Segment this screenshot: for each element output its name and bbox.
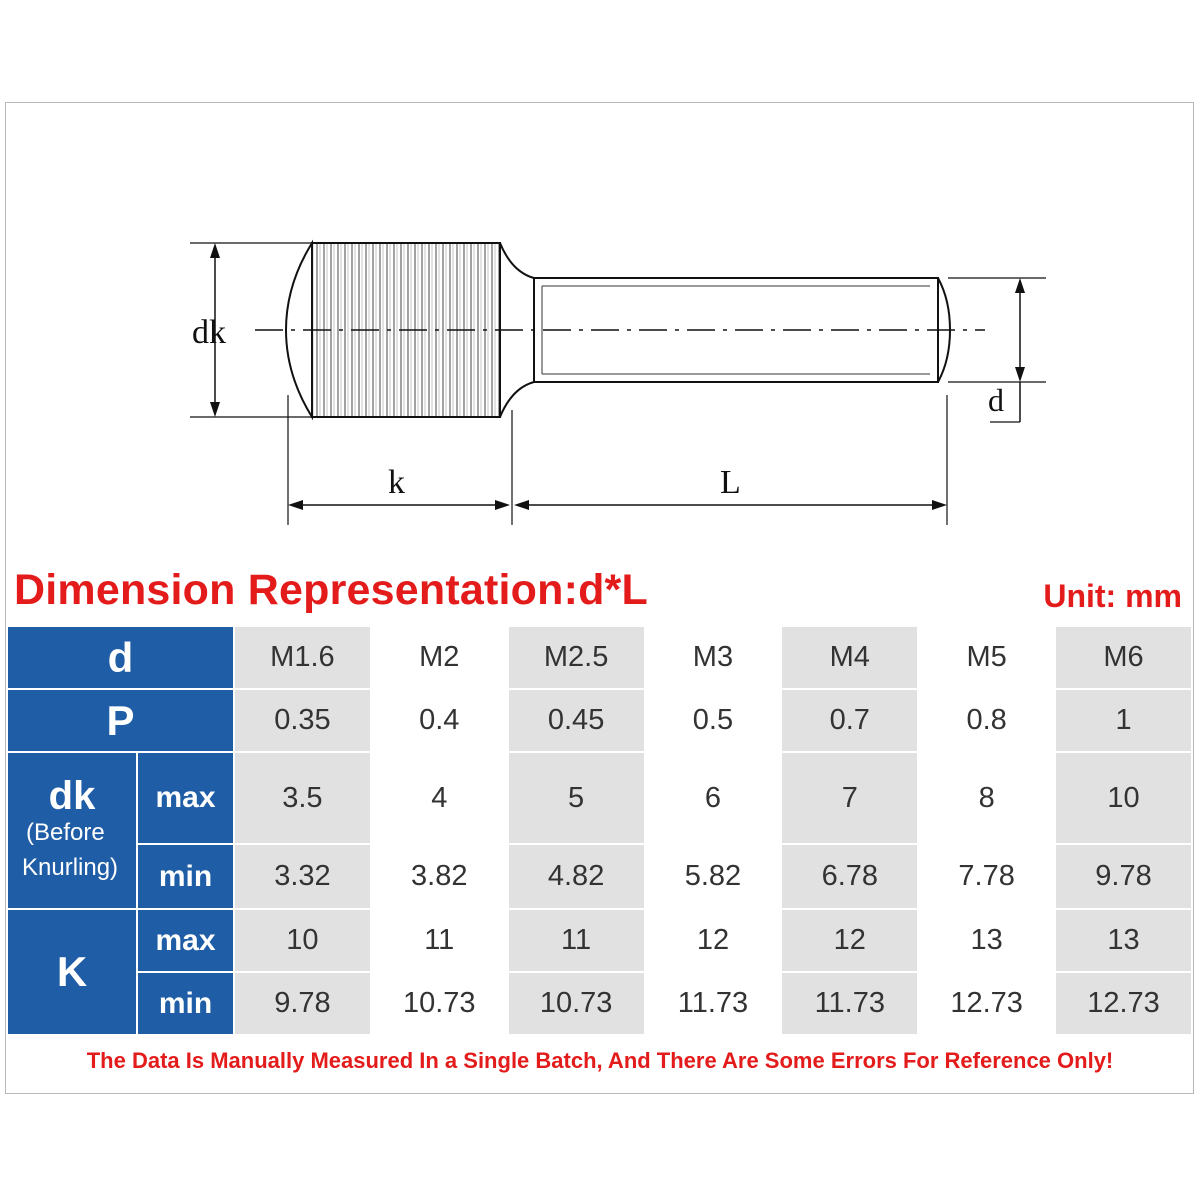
table-cell: 13 — [1055, 909, 1192, 972]
spec-table — [6, 625, 1193, 1036]
row-dk-header — [7, 752, 137, 909]
unit-label: Unit: mm — [1043, 578, 1182, 614]
table-cell: 0.4 — [371, 689, 508, 752]
table-cell: M4 — [781, 626, 918, 689]
dk-header-label: dk — [48, 773, 96, 818]
table-cell: M1.6 — [234, 626, 371, 689]
table-row-dk-max — [7, 752, 1192, 844]
table-cell: 12.73 — [918, 972, 1055, 1035]
table-cell: 4 — [371, 752, 508, 844]
table-cell: 5 — [508, 752, 645, 844]
table-row-k-max — [7, 909, 1192, 972]
table-cell: 1 — [1055, 689, 1192, 752]
table-cell: 11 — [508, 909, 645, 972]
table-cell: 10.73 — [371, 972, 508, 1035]
table-cell: 3.82 — [371, 844, 508, 909]
dimension-title: Dimension Representation:d*L — [14, 566, 648, 614]
table-cell: 3.5 — [234, 752, 371, 844]
table-cell: 9.78 — [234, 972, 371, 1035]
table-cell: 7.78 — [918, 844, 1055, 909]
table-cell: 0.8 — [918, 689, 1055, 752]
table-cell: 0.5 — [645, 689, 782, 752]
row-k-header: K — [7, 909, 137, 1035]
dk-label: dk — [192, 314, 226, 351]
table-cell: 11 — [371, 909, 508, 972]
table-cell: 10 — [1055, 752, 1192, 844]
table-row-dk-min — [7, 844, 1192, 909]
table-cell: 13 — [918, 909, 1055, 972]
table-cell: 5.82 — [645, 844, 782, 909]
table-cell: M3 — [645, 626, 782, 689]
row-d-header: d — [7, 626, 234, 689]
table-cell: 10.73 — [508, 972, 645, 1035]
k-label: k — [388, 464, 405, 501]
table-cell: 3.32 — [234, 844, 371, 909]
table-cell: M2 — [371, 626, 508, 689]
table-row-p — [7, 689, 1192, 752]
table-cell: 12.73 — [1055, 972, 1192, 1035]
disclaimer-note: The Data Is Manually Measured In a Single Batch, And There Are Some Errors For Reference Only! — [86, 1048, 1114, 1073]
table-cell: 12 — [645, 909, 782, 972]
table-cell: 0.7 — [781, 689, 918, 752]
table-cell: 6 — [645, 752, 782, 844]
table-cell: 6.78 — [781, 844, 918, 909]
d-label: d — [988, 382, 1004, 418]
table-cell: 4.82 — [508, 844, 645, 909]
table-row-k-min — [7, 972, 1192, 1035]
table-cell: 0.35 — [234, 689, 371, 752]
table-cell: 11.73 — [645, 972, 782, 1035]
table-cell: 11.73 — [781, 972, 918, 1035]
dk-header-note-2: Knurling) — [22, 853, 119, 881]
table-cell: 7 — [781, 752, 918, 844]
table-cell: 9.78 — [1055, 844, 1192, 909]
table-cell: 12 — [781, 909, 918, 972]
dk-min-header: min — [137, 844, 234, 909]
L-label: L — [720, 464, 741, 501]
k-max-header: max — [137, 909, 234, 972]
table-cell: 8 — [918, 752, 1055, 844]
dk-max-header: max — [137, 752, 234, 844]
row-p-header: P — [7, 689, 234, 752]
table-cell: M5 — [918, 626, 1055, 689]
dk-header-note-1: (Before — [26, 818, 105, 846]
screw-dimension-drawing — [0, 0, 1200, 560]
table-cell: M2.5 — [508, 626, 645, 689]
table-cell: 10 — [234, 909, 371, 972]
table-cell: 0.45 — [508, 689, 645, 752]
table-row-d — [7, 626, 1192, 689]
k-min-header: min — [137, 972, 234, 1035]
table-cell: M6 — [1055, 626, 1192, 689]
